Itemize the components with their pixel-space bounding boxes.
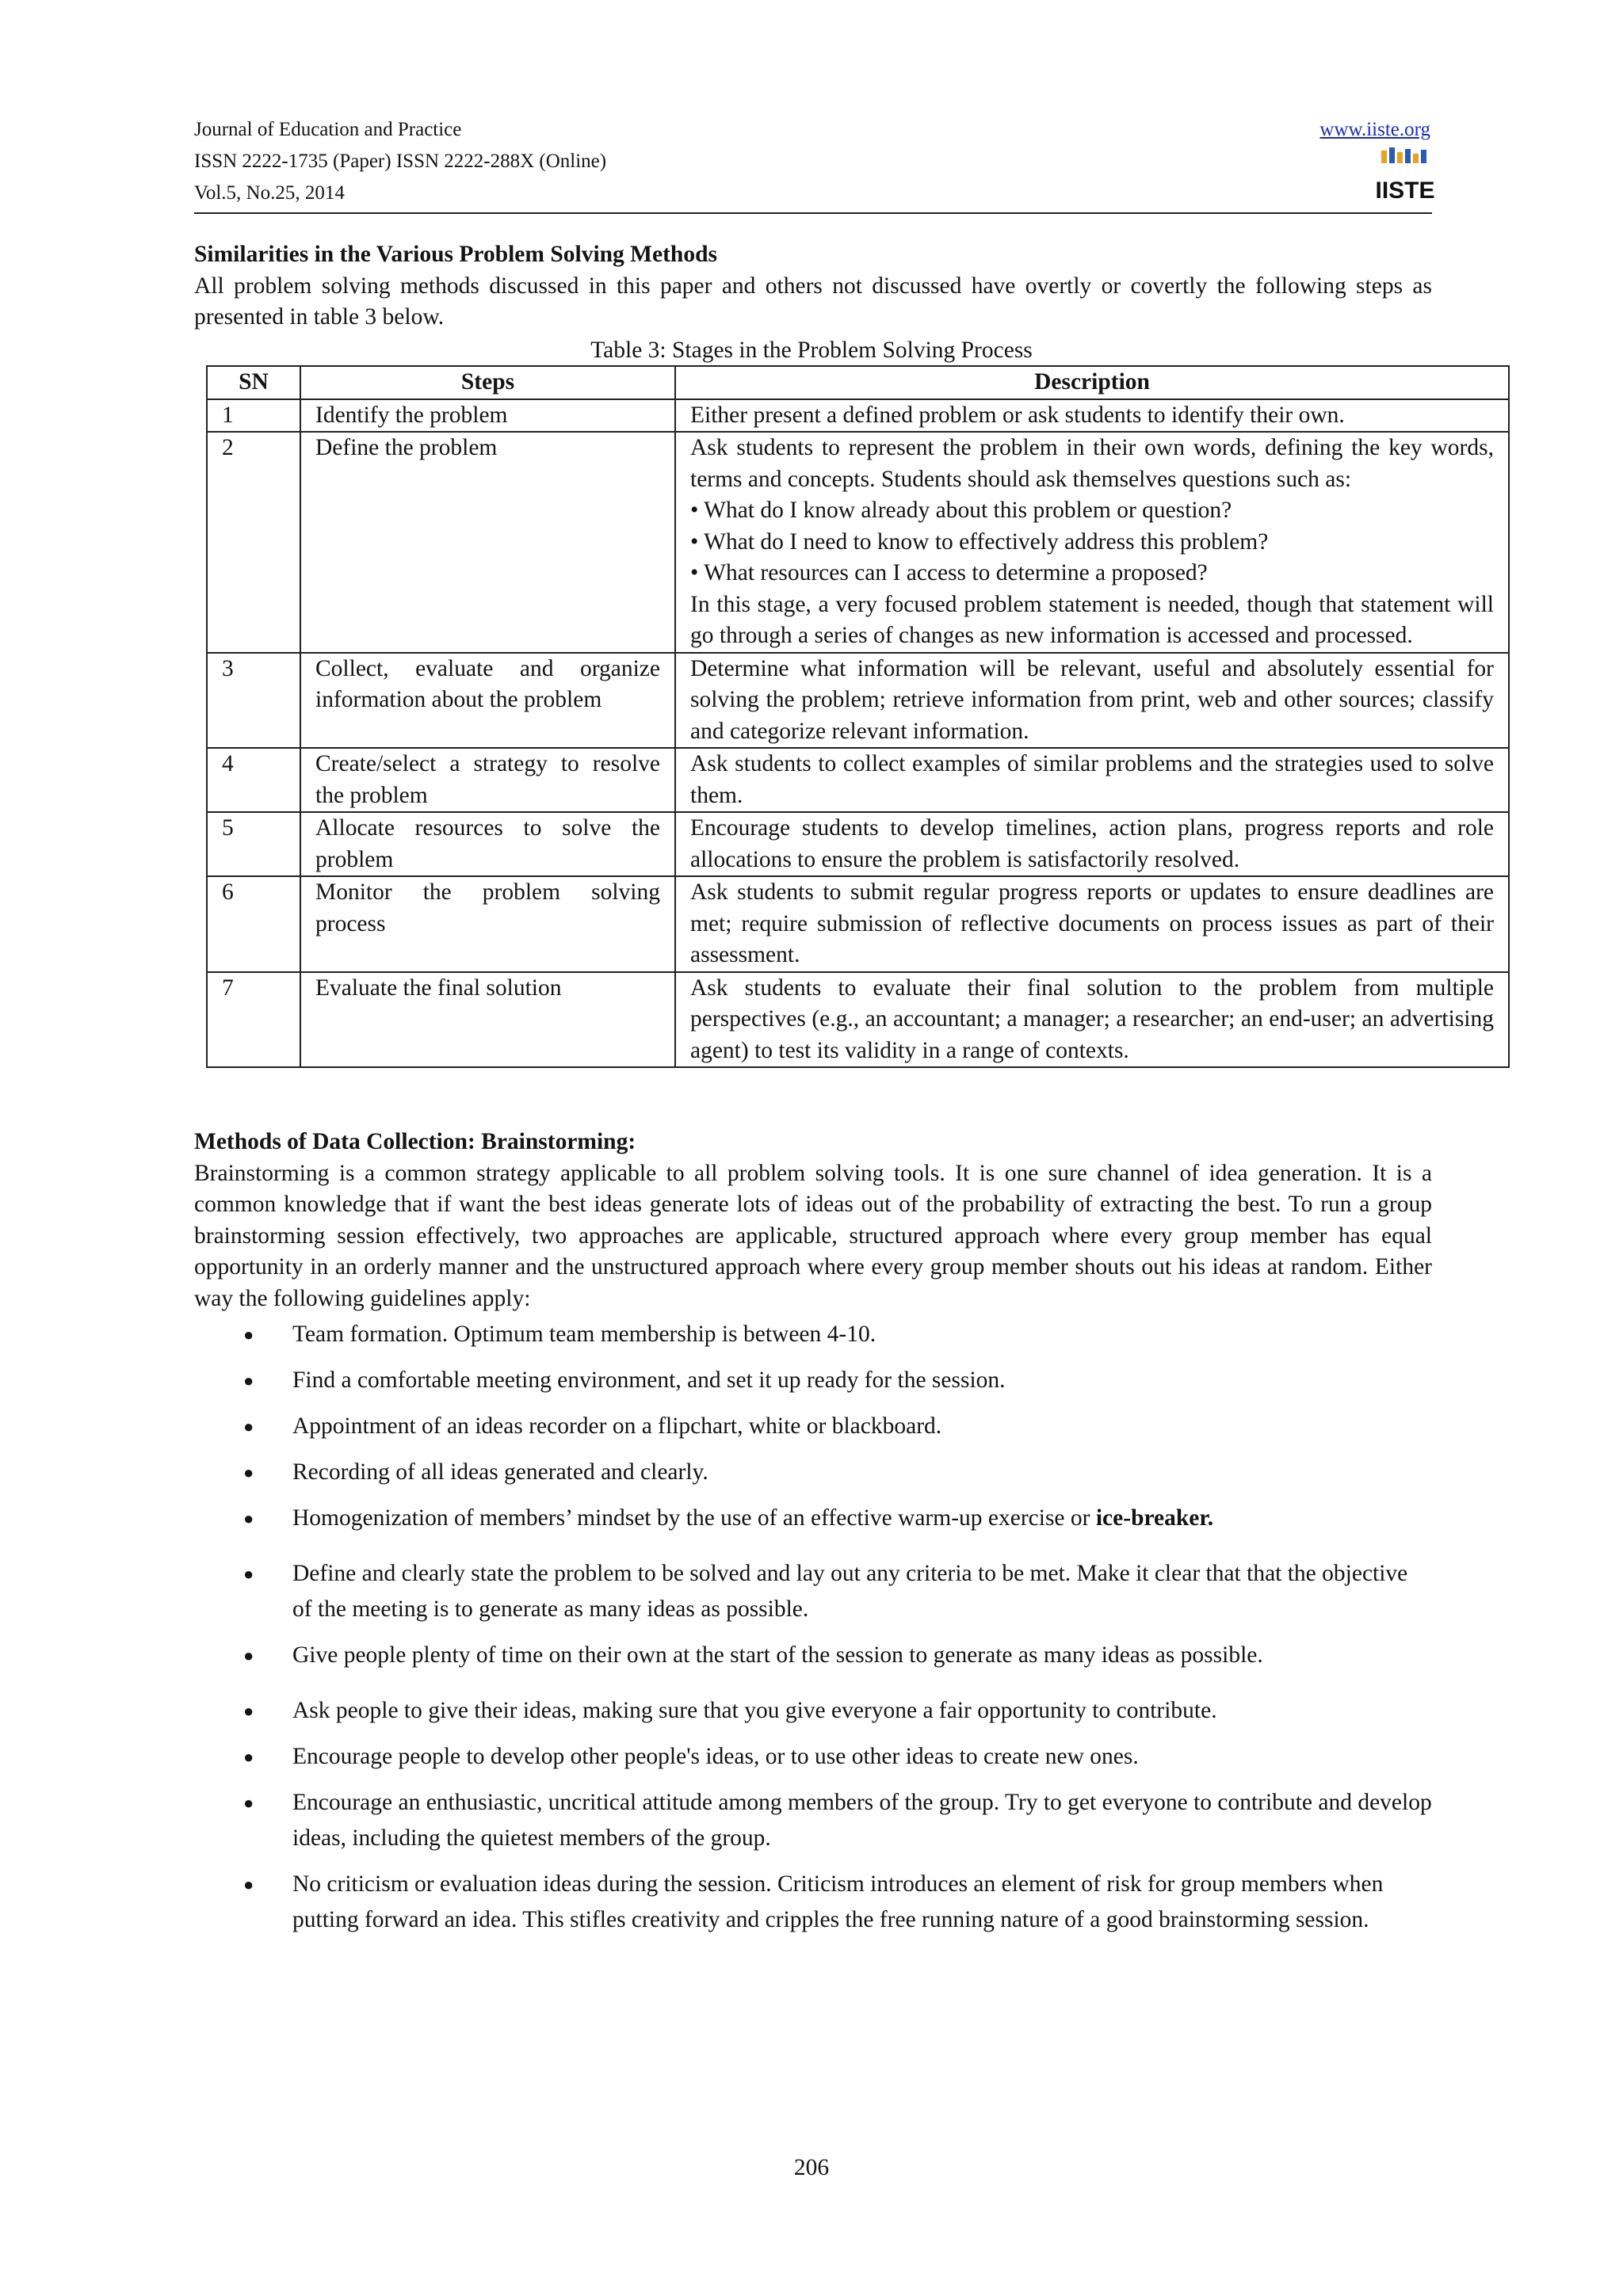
row-sn: 5 xyxy=(207,812,300,876)
brainstorming-paragraph: Brainstorming is a common strategy applicable to all problem solving tools. It is one sure channel of idea generation. It is a common knowledge that if want the best ideas generate lots of ideas out of the probability of extracting the best. To run a group brainstorming session effectively, two approaches are applicable, structured approach where every group member has equal opportunity in an orderly manner and the unstructured approach where every group member shouts out his ideas at random. Either way the following guidelines apply: xyxy=(194,1160,1432,1311)
bullet-text: Encourage people to develop other people's ideas, or to use other ideas to create new ones. xyxy=(292,1744,1139,1769)
bullet-text: Ask people to give their ideas, making sure that you give everyone a fair opportunity to contribute. xyxy=(292,1698,1217,1723)
journal-volume: Vol.5, No.25, 2014 xyxy=(194,182,345,204)
table-row xyxy=(207,748,1509,812)
journal-website-link[interactable]: www.iiste.org xyxy=(1319,119,1430,140)
row-description xyxy=(675,876,1509,972)
bullet-icon: ● xyxy=(243,1508,254,1528)
bullet-text: Recording of all ideas generated and clearly. xyxy=(292,1459,708,1485)
description-line: • What resources can I access to determine a proposed? xyxy=(690,560,1208,585)
section-heading: Similarities in the Various Problem Solving Methods xyxy=(194,242,717,267)
row-sn: 1 xyxy=(207,399,300,433)
list-item xyxy=(194,1739,1432,1775)
section-brainstorming xyxy=(194,1127,1432,1314)
table-row xyxy=(207,399,1509,433)
guidelines-list xyxy=(194,1317,1432,1948)
row-sn: 2 xyxy=(207,432,300,653)
journal-title: Journal of Education and Practice xyxy=(194,119,462,140)
row-description xyxy=(675,432,1509,653)
bullet-text: Team formation. Optimum team membership is between 4-10. xyxy=(292,1322,876,1347)
section-intro-paragraph: All problem solving methods discussed in this paper and others not discussed have overtly or covertly the following steps as presented in table 3 below. xyxy=(194,273,1432,330)
list-item xyxy=(194,1556,1432,1627)
row-sn: 4 xyxy=(207,748,300,812)
bullet-icon: ● xyxy=(243,1325,254,1344)
svg-text:IISTE: IISTE xyxy=(1375,177,1435,204)
bullet-text: Give people plenty of time on their own at the start of the session to generate as many ideas as possible. xyxy=(292,1642,1263,1668)
row-description xyxy=(675,653,1509,749)
row-sn: 7 xyxy=(207,972,300,1068)
row-step: Monitor the problem solving process xyxy=(300,876,675,972)
bullet-text: Encourage an enthusiastic, uncritical attitude among members of the group. Try to get everyone to contribute and develop ideas, including the quietest members of the group. xyxy=(292,1790,1432,1851)
table-header-row xyxy=(207,366,1509,399)
bullet-icon: ● xyxy=(243,1646,254,1665)
description-line: Ask students to submit regular progress reports or updates to ensure deadlines are met; require submission of reflective documents on process issues as part of their assessment. xyxy=(690,879,1494,967)
description-line: • What do I know already about this problem or question? xyxy=(690,498,1232,523)
header-description: Description xyxy=(675,366,1509,399)
journal-issn: ISSN 2222-1735 (Paper) ISSN 2222-288X (Online) xyxy=(194,151,607,172)
list-item xyxy=(194,1409,1432,1444)
journal-header xyxy=(194,114,1435,209)
bullet-text: Appointment of an ideas recorder on a flipchart, white or blackboard. xyxy=(292,1413,942,1439)
row-step: Define the problem xyxy=(300,432,675,653)
bullet-text: Find a comfortable meeting environment, and set it up ready for the session. xyxy=(292,1367,1006,1393)
description-line: Determine what information will be relevant, useful and absolutely essential for solving the problem; retrieve information from print, web and other sources; classify and categorize relevant information. xyxy=(690,655,1494,744)
bullet-icon: ● xyxy=(243,1371,254,1390)
row-step: Identify the problem xyxy=(300,399,675,433)
table-row xyxy=(207,653,1509,749)
bullet-icon: ● xyxy=(243,1701,254,1721)
list-item xyxy=(194,1638,1432,1673)
bullet-text: No criticism or evaluation ideas during the session. Criticism introduces an element of risk for group members when putting forward an idea. This stifles creativity and cripples the free running nature of a good brainstorming session. xyxy=(292,1871,1384,1932)
bullet-text: Homogenization of members’ mindset by the use of an effective warm-up exercise or xyxy=(292,1505,1096,1531)
bullet-icon: ● xyxy=(243,1875,254,1894)
header-sn: SN xyxy=(207,366,300,399)
row-description xyxy=(675,812,1509,876)
list-item xyxy=(194,1363,1432,1398)
list-item xyxy=(194,1867,1432,1938)
bullet-icon: ● xyxy=(243,1564,254,1584)
description-line: • What do I need to know to effectively address this problem? xyxy=(690,528,1269,555)
row-description xyxy=(675,972,1509,1068)
header-divider xyxy=(194,212,1432,214)
description-line: Ask students to collect examples of similar problems and the strategies used to solve them. xyxy=(690,751,1494,808)
page-number: 206 xyxy=(793,2155,830,2180)
section-similarities xyxy=(194,239,1432,334)
header-steps: Steps xyxy=(300,366,675,399)
row-step: Allocate resources to solve the problem xyxy=(300,812,675,876)
list-item xyxy=(194,1785,1432,1856)
list-item xyxy=(194,1317,1432,1352)
bullet-icon: ● xyxy=(243,1747,254,1767)
bullet-icon: ● xyxy=(243,1463,254,1482)
bullet-icon: ● xyxy=(243,1417,254,1436)
description-line: Either present a defined problem or ask students to identify their own. xyxy=(690,402,1345,428)
bullet-bold-term: ice-breaker. xyxy=(1095,1505,1214,1531)
table-caption: Table 3: Stages in the Problem Solving Process xyxy=(590,338,1033,363)
list-item xyxy=(194,1455,1432,1490)
description-line: Ask students to evaluate their final solution to the problem from multiple perspectives (e.g., an accountant; a manager; a researcher; an end-user; an advertising agent) to test its validity in a range of contexts. xyxy=(690,974,1494,1063)
row-step: Create/select a strategy to resolve the problem xyxy=(300,748,675,812)
list-item xyxy=(194,1501,1432,1536)
row-step: Collect, evaluate and organize information about the problem xyxy=(300,653,675,749)
stages-table xyxy=(206,365,1510,1068)
table-row xyxy=(207,876,1509,972)
description-line: Ask students to represent the problem in their own words, defining the key words, terms and concepts. Students should ask themselves questions such as: xyxy=(690,435,1494,492)
list-item xyxy=(194,1693,1432,1729)
row-description xyxy=(675,399,1509,433)
row-step: Evaluate the final solution xyxy=(300,972,675,1068)
description-line: Encourage students to develop timelines, action plans, progress reports and role allocations to ensure the problem is satisfactorily resolved. xyxy=(690,815,1494,872)
iiste-logo-icon xyxy=(1375,147,1435,211)
table-row xyxy=(207,972,1509,1068)
row-sn: 3 xyxy=(207,653,300,749)
row-sn: 6 xyxy=(207,876,300,972)
section-heading: Methods of Data Collection: Brainstorming: xyxy=(194,1129,636,1154)
table-row xyxy=(207,812,1509,876)
table-row xyxy=(207,432,1509,653)
bullet-icon: ● xyxy=(243,1793,254,1813)
row-description xyxy=(675,748,1509,812)
bullet-text: Define and clearly state the problem to be solved and lay out any criteria to be met. Make it clear that that the objective of the meeting is to generate as many ideas as possible. xyxy=(292,1561,1408,1622)
description-line: In this stage, a very focused problem statement is needed, though that statement will go through a series of changes as new information is accessed and processed. xyxy=(690,591,1494,648)
